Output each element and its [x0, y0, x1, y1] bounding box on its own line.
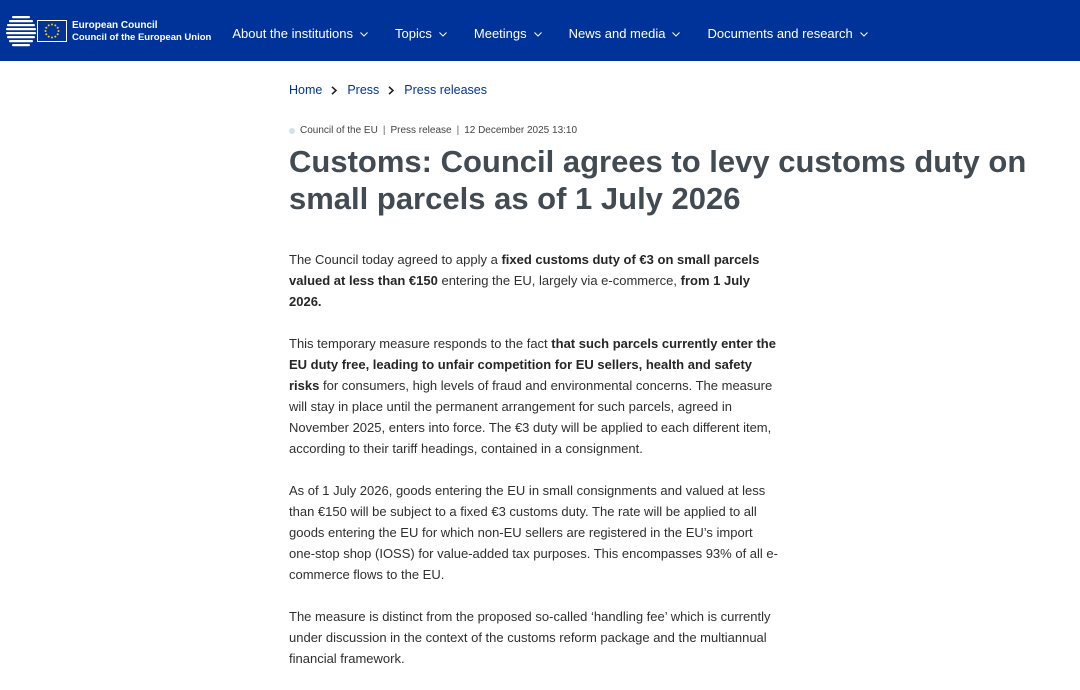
breadcrumb-press-releases[interactable]: Press releases: [404, 83, 487, 97]
council-building-icon: [6, 10, 36, 54]
main-navigation: [232, 0, 894, 61]
p1-bold-2: from 1 July 2026.: [289, 273, 750, 309]
nav-label: News and media: [568, 26, 666, 41]
top-header: [0, 0, 1080, 61]
logo-text: [72, 20, 211, 44]
site-logo[interactable]: [6, 0, 211, 61]
chevron-down-icon: [534, 32, 542, 37]
page-title: Customs: Council agrees to levy customs duty on small parcels as of 1 July 2026: [289, 144, 1027, 216]
paragraph-4: The measure is distinct from the proposed so-called ‘handling fee’ which is currently under discussion in the context of the customs reform package and the multiannual financial framework.: [289, 609, 771, 666]
chevron-right-icon: [388, 86, 394, 95]
paragraph-3: As of 1 July 2026, goods entering the EU in small consignments and valued at less than €150 will be subject to a fixed €3 customs duty. The rate will be applied to all goods entering the EU for which non-EU sellers are registered in the EU’s import one-stop shop (IOSS) for value-added tax purposes. This encompasses 93% of all e-commerce flows to the EU.: [289, 483, 778, 582]
paragraph-1: [289, 249, 781, 312]
chevron-right-icon: [331, 86, 337, 95]
nav-news-and-media[interactable]: [569, 20, 681, 41]
article-body: [289, 249, 781, 690]
nav-label: About the institutions: [232, 26, 354, 41]
chevron-down-icon: [360, 32, 368, 37]
p2-text-2: for consumers, high levels of fraud and environmental concerns. The measure will stay in place until the permanent arrangement for such parcels, agreed in November 2025, enters into force. The €3 duty will be applied to each different item, according to their tariff headings, contained in a consignment.: [289, 378, 773, 456]
chevron-down-icon: [672, 32, 680, 37]
p2-bold-1: that such parcels currently enter the EU duty free, leading to unfair competition for EU sellers, health and safety risks: [289, 336, 776, 393]
logo-line-1: European Council: [72, 19, 158, 31]
breadcrumb-press[interactable]: Press: [347, 83, 380, 97]
meta-separator: |: [456, 125, 460, 136]
article-meta: [289, 125, 577, 136]
nav-label: Meetings: [473, 26, 527, 41]
meta-date: 12 December 2025 13:10: [464, 125, 578, 136]
meta-separator: |: [382, 125, 386, 136]
category-dot-icon: [289, 128, 295, 134]
p1-text-1: The Council today agreed to apply a: [289, 252, 502, 267]
meta-source: Council of the EU: [300, 125, 378, 136]
p1-bold-1: fixed customs duty of €3 on small parcels valued at less than €150: [289, 252, 760, 288]
p1-text-2: entering the EU, largely via e-commerce,: [437, 273, 681, 288]
nav-label: Topics: [395, 26, 432, 41]
logo-line-2: Council of the European Union: [72, 31, 212, 43]
breadcrumb: [289, 83, 487, 97]
nav-meetings[interactable]: [474, 20, 542, 41]
chevron-down-icon: [439, 32, 447, 37]
eu-flag-icon: [37, 20, 67, 42]
chevron-down-icon: [860, 32, 868, 37]
nav-documents-and-research[interactable]: [707, 20, 867, 41]
nav-topics[interactable]: [395, 20, 447, 41]
meta-type: Press release: [390, 125, 452, 136]
p2-text-1: This temporary measure responds to the fact: [289, 336, 552, 351]
nav-about-the-institutions[interactable]: [232, 20, 368, 41]
breadcrumb-home[interactable]: Home: [289, 83, 323, 97]
paragraph-2: [289, 333, 781, 459]
nav-label: Documents and research: [707, 26, 853, 41]
